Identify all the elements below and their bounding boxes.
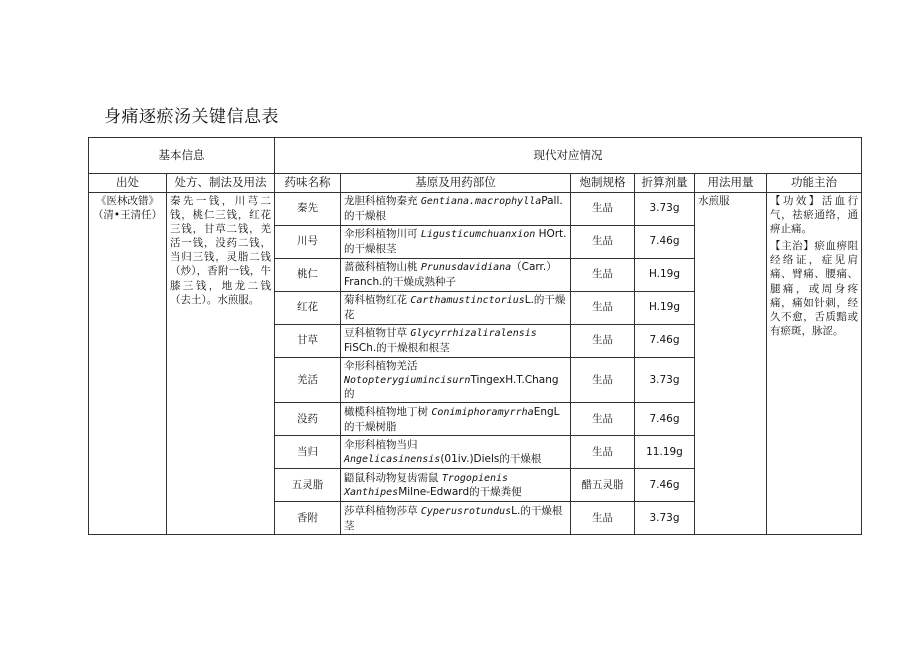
origin-part-cell <box>341 258 571 291</box>
dosage-cell: 3.73g <box>635 357 695 403</box>
dosage-cell: 7.46g <box>635 403 695 436</box>
origin-part-cell <box>341 291 571 324</box>
dosage-cell: 3.73g <box>635 502 695 535</box>
origin-family-text: 伞形科植物羌活 <box>344 359 418 372</box>
herb-name-cell: 红花 <box>275 291 341 324</box>
column-header-function: 功能主治 <box>767 174 862 193</box>
processing-cell: 生品 <box>571 357 635 403</box>
herb-name-cell: 甘草 <box>275 324 341 357</box>
origin-part-text: FiSCh.的干燥根和根茎 <box>344 341 450 354</box>
processing-cell: 生品 <box>571 258 635 291</box>
column-header-source: 出处 <box>89 174 167 193</box>
processing-cell: 生品 <box>571 192 635 225</box>
origin-family-text: 伞形科植物川可 <box>344 228 421 241</box>
origin-scientific-name: Prunusdavidiana <box>420 262 512 274</box>
efficacy-label: 【功效】 <box>770 194 822 207</box>
prescription-cell: 秦先一钱，川芎二钱，桃仁三钱，红花三钱，甘草二钱，羌活一钱，没药二钱，当归三钱，灵脂二钱（炒），香附一钱，牛膝三钱，地龙二钱（去土）。水煎服。 <box>167 192 275 535</box>
indication-label: 【主治】 <box>770 240 815 253</box>
group-header-modern: 现代对应情况 <box>275 138 862 174</box>
origin-part-text: TingexH.T.Chang的 <box>344 373 559 401</box>
dosage-cell: 11.19g <box>635 436 695 469</box>
function-cell <box>767 192 862 535</box>
origin-family-text: 蔷薇科植物山桃 <box>344 261 421 274</box>
origin-scientific-name: Notopterygiumincisurn <box>344 374 471 386</box>
herb-name-cell: 五灵脂 <box>275 469 341 502</box>
herb-name-cell: 香附 <box>275 502 341 535</box>
efficacy-text: 活血行气，祛瘀通络，通痹止痛。 <box>770 194 859 235</box>
dosage-cell: 7.46g <box>635 469 695 502</box>
origin-scientific-name: Gentiana.macrophylla <box>420 196 542 208</box>
source-cell: 《医林改错》（清•王清任） <box>89 192 167 535</box>
dosage-cell: 3.73g <box>635 192 695 225</box>
origin-part-text: Pall.的干燥根 <box>344 195 563 222</box>
origin-part-cell <box>341 502 571 535</box>
document-title: 身痛逐瘀汤关键信息表 <box>104 107 279 127</box>
origin-family-text: 龙胆科植物秦充 <box>344 195 421 208</box>
origin-part-cell <box>341 436 571 469</box>
origin-scientific-name: Trogopienis Xanthipes <box>344 472 509 499</box>
origin-family-text: 豆科植物甘草 <box>344 327 411 340</box>
origin-part-text: HOrt.的干燥根茎 <box>344 228 567 255</box>
origin-scientific-name: Carthamustinctorius <box>410 295 525 307</box>
column-header-processing: 炮制规格 <box>571 174 635 193</box>
column-header-herb-name: 药味名称 <box>275 174 341 193</box>
origin-part-text: L.的干燥花 <box>344 294 566 321</box>
indication-text: 瘀血痹阻经络证，症见肩痛、臂痛、腰痛、腿痛，或周身疼痛，痛如针刺，经久不愈，舌质黯或有瘀斑，脉涩。 <box>770 240 859 338</box>
origin-scientific-name: Angelicasinensis <box>344 454 441 466</box>
herb-name-cell: 秦先 <box>275 192 341 225</box>
column-header-origin-part: 基原及用药部位 <box>341 174 571 193</box>
herb-name-cell: 当归 <box>275 436 341 469</box>
origin-part-cell <box>341 192 571 225</box>
dosage-cell: 7.46g <box>635 225 695 258</box>
processing-cell: 生品 <box>571 291 635 324</box>
column-header-dosage: 折算剂量 <box>635 174 695 193</box>
usage-cell: 水煎服 <box>695 192 767 535</box>
origin-scientific-name: Conimiphoramyrrha <box>431 407 534 419</box>
table-row <box>89 192 862 225</box>
group-header-basic: 基本信息 <box>89 138 275 174</box>
processing-cell: 生品 <box>571 225 635 258</box>
processing-cell: 生品 <box>571 403 635 436</box>
origin-family-text: 橄榄科植物地丁树 <box>344 406 432 419</box>
origin-part-text: L.的干燥根茎 <box>344 505 563 532</box>
herb-name-cell: 川号 <box>275 225 341 258</box>
origin-family-text: 伞形科植物当归 <box>344 439 418 452</box>
processing-cell: 醋五灵脂 <box>571 469 635 502</box>
origin-scientific-name: Ligusticumchuanxion <box>420 229 536 241</box>
origin-part-text: (01iv.)Diels的干燥根 <box>440 453 542 466</box>
origin-part-cell <box>341 469 571 502</box>
origin-part-cell <box>341 225 571 258</box>
processing-cell: 生品 <box>571 436 635 469</box>
origin-family-text: 莎草科植物莎草 <box>344 505 421 518</box>
processing-cell: 生品 <box>571 324 635 357</box>
origin-part-cell <box>341 324 571 357</box>
processing-cell: 生品 <box>571 502 635 535</box>
herb-name-cell: 没药 <box>275 403 341 436</box>
efficacy-paragraph <box>770 194 858 237</box>
origin-family-text: 菊科植物红花 <box>344 294 411 307</box>
origin-scientific-name: Glycyrrhizaliralensis <box>410 328 537 340</box>
column-header-prescription: 处方、制法及用法 <box>167 174 275 193</box>
origin-part-text: （Carr.）Franch.的干燥成熟种子 <box>344 261 557 288</box>
herb-table-body <box>89 192 862 535</box>
dosage-cell: H.19g <box>635 258 695 291</box>
column-header-usage: 用法用量 <box>695 174 767 193</box>
origin-part-cell <box>341 403 571 436</box>
dosage-cell: 7.46g <box>635 324 695 357</box>
origin-part-text: EngL的干燥树脂 <box>344 406 560 433</box>
indication-paragraph <box>770 239 858 338</box>
origin-scientific-name: Cyperusrotundus <box>420 506 512 518</box>
dosage-cell: H.19g <box>635 291 695 324</box>
herb-name-cell: 羌活 <box>275 357 341 403</box>
origin-family-text: 鼯鼠科动物复齿需鼠 <box>344 471 442 484</box>
key-info-table <box>88 137 862 535</box>
origin-part-text: Milne-Edward的干燥粪便 <box>398 486 522 499</box>
herb-name-cell: 桃仁 <box>275 258 341 291</box>
origin-part-cell <box>341 357 571 403</box>
